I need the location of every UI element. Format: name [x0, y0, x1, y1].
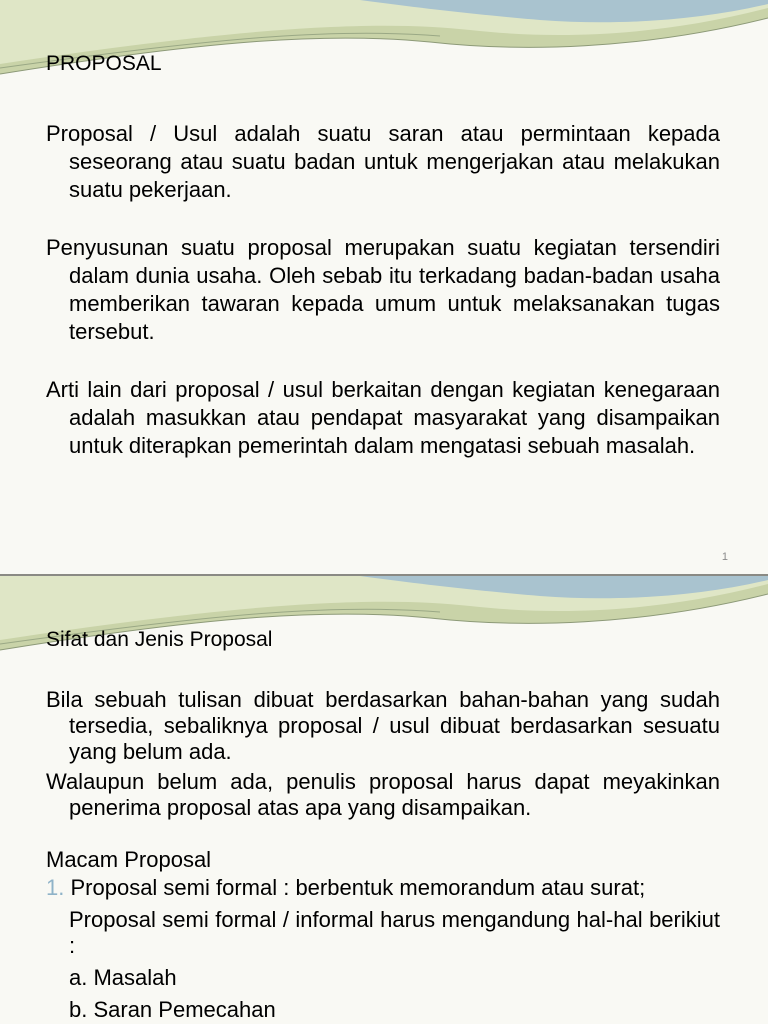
sub-item: a. Masalah — [69, 965, 177, 990]
list-number: 1. — [46, 875, 65, 900]
paragraph: Penyusunan suatu proposal merupakan suatu kegiatan tersendiri dalam dunia usaha. Oleh sebab itu terkadang badan-badan usaha memberikan tawaran kepada umum untuk melaksanakan tugas tersebut. — [46, 235, 720, 344]
paragraph: Walaupun belum ada, penulis proposal harus dapat meyakinkan penerima proposal atas apa yang disampaikan. — [46, 769, 720, 820]
sub-item: b. Saran Pemecahan — [69, 997, 276, 1022]
slide-2 — [0, 576, 768, 1024]
list-item-detail: Proposal semi formal / informal harus mengandung hal-hal berikiut : — [69, 907, 720, 958]
slide-body — [46, 120, 720, 460]
paragraph: Proposal / Usul adalah suatu saran atau permintaan kepada seseorang atau suatu badan untuk mengerjakan atau melakukan suatu pekerjaan. — [46, 121, 720, 202]
list-item — [46, 875, 720, 901]
paragraph: Arti lain dari proposal / usul berkaitan dengan kegiatan kenegaraan adalah masukkan atau pendapat masyarakat yang disampaikan untuk diterapkan pemerintah dalam mengatasi sebuah masalah. — [46, 377, 720, 458]
slide-body — [46, 687, 720, 1023]
page-number: 1 — [721, 551, 728, 563]
slide-title: Sifat dan Jenis Proposal — [46, 628, 273, 651]
paragraph: Bila sebuah tulisan dibuat berdasarkan bahan-bahan yang sudah tersedia, sebaliknya proposal / usul dibuat berdasarkan sesuatu yang belum ada. — [46, 687, 720, 764]
slide-title: PROPOSAL — [46, 52, 162, 75]
list-item-text: Proposal semi formal : berbentuk memorandum atau surat; — [70, 875, 646, 900]
subheading: Macam Proposal — [46, 847, 212, 872]
